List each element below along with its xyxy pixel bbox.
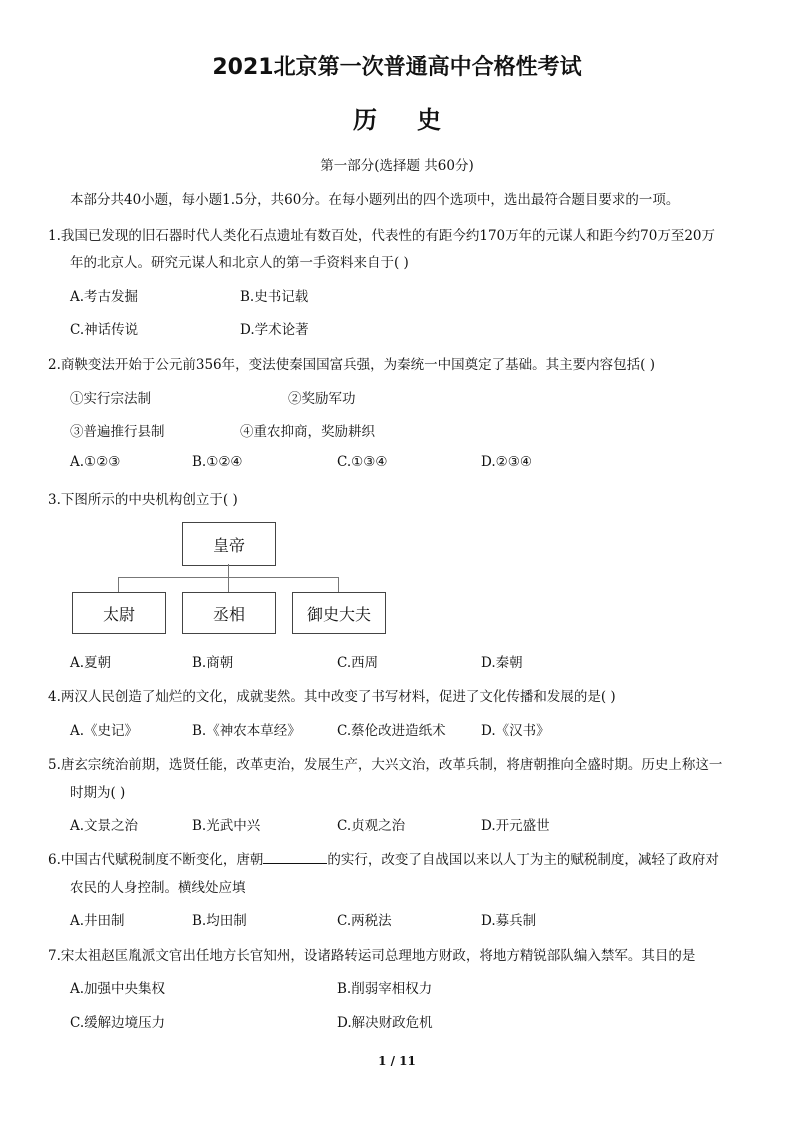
q6-text-after-blank: 的实行，改变了自战国以来以人丁为主的赋税制度，减轻了政府对 [327, 852, 719, 868]
q1-option-a: A.考古发掘 [70, 289, 139, 305]
page-number: 1 / 11 [378, 1054, 416, 1068]
q5-option-a: A.文景之治 [70, 818, 139, 834]
question-6-line-2: 农民的人身控制。横线处应填 [70, 880, 246, 896]
fill-in-blank [263, 851, 327, 864]
exam-title: 2021北京第一次普通高中合格性考试 [212, 55, 582, 80]
question-3-line-1: 3.下图所示的中央机构创立于( ) [48, 492, 238, 508]
org-box-taiwei: 太尉 [72, 592, 166, 634]
q6-option-b: B.均田制 [192, 913, 247, 929]
org-box-chancellor: 丞相 [182, 592, 276, 634]
q6-option-c: C.两税法 [337, 913, 392, 929]
section-heading: 第一部分(选择题 共60分) [320, 158, 474, 174]
q7-option-a: A.加强中央集权 [70, 981, 166, 997]
q5-option-b: B.光武中兴 [192, 818, 261, 834]
question-1-line-1: 1.我国已发现的旧石器时代人类化石点遗址有数百处，代表性的有距今约170万年的元谋人和距今约70万至20万 [48, 228, 716, 244]
q1-option-c: C.神话传说 [70, 322, 139, 338]
subject-heading: 历史 [353, 106, 481, 134]
question-4-line-1: 4.两汉人民创造了灿烂的文化，成就斐然。其中改变了书写材料，促进了文化传播和发展的是( ) [48, 689, 616, 705]
q5-option-c: C.贞观之治 [337, 818, 406, 834]
q3-option-d: D.秦朝 [481, 655, 523, 671]
question-7-line-1: 7.宋太祖赵匡胤派文官出任地方长官知州，设诸路转运司总理地方财政，将地方精锐部队编入禁军。其目的是 [48, 948, 696, 964]
instructions: 本部分共40小题，每小题1.5分，共60分。在每小题列出的四个选项中，选出最符合题目要求的一项。 [70, 192, 680, 208]
q2-item-2: ②奖励军功 [288, 391, 356, 407]
q6-text-before-blank: 6.中国古代赋税制度不断变化，唐朝 [48, 852, 264, 868]
q1-option-d: D.学术论著 [240, 322, 309, 338]
q2-option-c: C.①③④ [337, 454, 388, 470]
question-5-line-1: 5.唐玄宗统治前期，选贤任能，改革吏治，发展生产，大兴文治，改革兵制，将唐朝推向全盛时期。历史上称这一 [48, 757, 723, 773]
q2-option-d: D.②③④ [481, 454, 532, 470]
q5-option-d: D.开元盛世 [481, 818, 550, 834]
q2-item-4: ④重农抑商，奖励耕织 [240, 424, 375, 440]
connector-middle [228, 577, 229, 592]
q3-option-b: B.商朝 [192, 655, 234, 671]
connector-right [338, 577, 339, 592]
q2-option-b: B.①②④ [192, 454, 243, 470]
q4-option-b: B.《神农本草经》 [192, 723, 301, 739]
q4-option-c: C.蔡伦改进造纸术 [337, 723, 446, 739]
q2-item-1: ①实行宗法制 [70, 391, 151, 407]
q2-item-3: ③普遍推行县制 [70, 424, 165, 440]
question-5-line-2: 时期为( ) [70, 785, 126, 801]
org-box-censor: 御史大夫 [292, 592, 386, 634]
q4-option-a: A.《史记》 [70, 723, 139, 739]
q6-option-a: A.井田制 [70, 913, 125, 929]
connector-vertical-top [228, 564, 229, 578]
org-box-emperor: 皇帝 [182, 522, 276, 566]
q7-option-c: C.缓解边境压力 [70, 1015, 166, 1031]
question-6-line-1 [48, 848, 719, 868]
q7-option-d: D.解决财政危机 [337, 1015, 433, 1031]
q6-option-d: D.募兵制 [481, 913, 537, 929]
question-1-line-2: 年的北京人。研究元谋人和北京人的第一手资料来自于( ) [70, 255, 409, 271]
q1-option-b: B.史书记载 [240, 289, 309, 305]
q3-option-a: A.夏朝 [70, 655, 112, 671]
q7-option-b: B.削弱宰相权力 [337, 981, 433, 997]
q2-option-a: A.①②③ [70, 454, 121, 470]
question-2-line-1: 2.商鞅变法开始于公元前356年，变法使秦国国富兵强，为秦统一中国奠定了基础。其主要内容包括( ) [48, 357, 655, 373]
q3-option-c: C.西周 [337, 655, 379, 671]
q4-option-d: D.《汉书》 [481, 723, 550, 739]
connector-left [118, 577, 119, 592]
